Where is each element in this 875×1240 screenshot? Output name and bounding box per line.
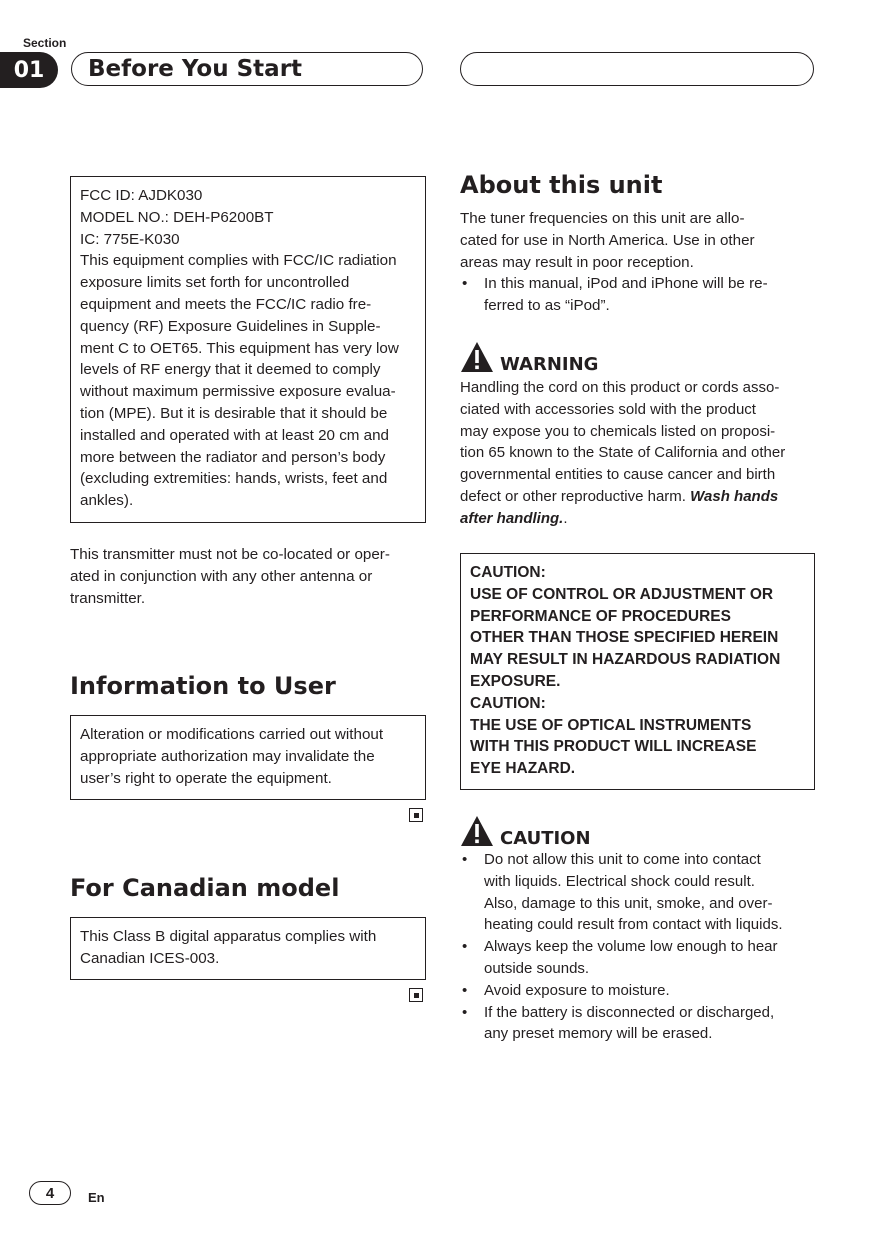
page-title: Before You Start bbox=[71, 52, 423, 86]
list-item bbox=[460, 849, 825, 936]
after-handling-emphasis: after handling. bbox=[460, 509, 564, 527]
warning-paragraph bbox=[460, 377, 820, 530]
text-line: ated in conjunction with any other antenna or bbox=[70, 567, 373, 585]
wash-hands-emphasis: Wash hands bbox=[690, 487, 779, 505]
list-item bbox=[460, 273, 820, 317]
caution-line: EYE HAZARD. bbox=[470, 760, 576, 778]
fcc-line: exposure limits set forth for uncontrolled bbox=[80, 274, 350, 292]
text-line: cated for use in North America. Use in other bbox=[460, 231, 755, 249]
text-span: defect or other reproductive harm. bbox=[460, 487, 691, 505]
about-unit-list bbox=[460, 273, 820, 317]
text-line bbox=[460, 508, 820, 530]
fcc-line: FCC ID: AJDK030 bbox=[80, 187, 203, 204]
end-of-section-icon bbox=[409, 988, 423, 1002]
caution-line: CAUTION: bbox=[470, 694, 546, 712]
info-to-user-heading: Information to User bbox=[70, 672, 336, 700]
text-line: • In this manual, iPod and iPhone will be re- bbox=[484, 275, 768, 293]
text-line: ciated with accessories sold with the product bbox=[460, 400, 756, 418]
text-line: Also, damage to this unit, smoke, and over- bbox=[484, 894, 773, 912]
caution-line: MAY RESULT IN HAZARDOUS RADIATION bbox=[470, 651, 781, 669]
fcc-line: equipment and meets the FCC/IC radio fre- bbox=[80, 295, 372, 313]
fcc-line: quency (RF) Exposure Guidelines in Supple- bbox=[80, 317, 381, 335]
page-number: 4 bbox=[29, 1181, 71, 1205]
caution-heading-row bbox=[460, 815, 591, 847]
text-line: Handling the cord on this product or cords asso- bbox=[460, 379, 780, 396]
fcc-line: without maximum permissive exposure evalua- bbox=[80, 383, 396, 401]
text-line: heating could result from contact with liquids. bbox=[484, 916, 783, 934]
warning-heading: WARNING bbox=[500, 354, 599, 375]
canadian-model-heading: For Canadian model bbox=[70, 874, 340, 902]
text-line: Alteration or modifications carried out without bbox=[80, 726, 384, 743]
caution-line: WITH THIS PRODUCT WILL INCREASE bbox=[470, 738, 757, 756]
caution-list-wrapper bbox=[460, 849, 825, 1045]
caution-heading: CAUTION bbox=[500, 828, 591, 849]
caution-line: EXPOSURE. bbox=[470, 672, 561, 690]
caution-list bbox=[460, 849, 825, 1045]
transmitter-paragraph bbox=[70, 544, 430, 609]
fcc-line: ment C to OET65. This equipment has very low bbox=[80, 339, 399, 357]
text-line: This Class B digital apparatus complies with bbox=[80, 928, 377, 945]
fcc-notice-box bbox=[70, 176, 426, 523]
text-line: governmental entities to cause cancer and birth bbox=[460, 466, 776, 484]
end-of-section-icon bbox=[409, 808, 423, 822]
warning-triangle-icon bbox=[460, 341, 494, 373]
laser-caution-box bbox=[460, 553, 815, 790]
text-line: any preset memory will be erased. bbox=[484, 1025, 713, 1043]
info-to-user-box bbox=[70, 715, 426, 800]
text-line: appropriate authorization may invalidate the bbox=[80, 747, 375, 765]
fcc-line: ankles). bbox=[80, 492, 134, 510]
header-empty-pill bbox=[460, 52, 814, 86]
text-line: tion 65 known to the State of California and other bbox=[460, 444, 786, 462]
list-item bbox=[460, 980, 825, 1002]
text-line: user’s right to operate the equipment. bbox=[80, 769, 332, 787]
fcc-line: installed and operated with at least 20 cm and bbox=[80, 426, 390, 444]
about-unit-paragraph bbox=[460, 208, 820, 317]
section-label: Section bbox=[23, 36, 67, 50]
text-line: • Avoid exposure to moisture. bbox=[484, 981, 670, 999]
text-line: ferred to as “iPod”. bbox=[484, 297, 610, 315]
list-item bbox=[460, 1002, 825, 1046]
fcc-line: MODEL NO.: DEH-P6200BT bbox=[80, 208, 274, 226]
text-span: . bbox=[563, 509, 568, 527]
text-line bbox=[460, 486, 820, 508]
text-line: outside sounds. bbox=[484, 959, 590, 977]
caution-line: THE USE OF OPTICAL INSTRUMENTS bbox=[470, 716, 752, 734]
fcc-line: more between the radiator and person’s body bbox=[80, 448, 386, 466]
warning-heading-row bbox=[460, 341, 598, 373]
fcc-line: IC: 775E-K030 bbox=[80, 230, 180, 248]
section-number-badge: 01 bbox=[0, 52, 58, 88]
fcc-line: This equipment complies with FCC/IC radiation bbox=[80, 252, 397, 270]
text-line: • Do not allow this unit to come into contact bbox=[484, 851, 761, 868]
caution-line: OTHER THAN THOSE SPECIFIED HEREIN bbox=[470, 629, 779, 647]
fcc-line: levels of RF energy that it deemed to comply bbox=[80, 361, 381, 379]
language-label: En bbox=[88, 1190, 105, 1205]
text-line: areas may result in poor reception. bbox=[460, 253, 694, 271]
text-line: with liquids. Electrical shock could result. bbox=[484, 872, 755, 890]
fcc-line: tion (MPE). But it is desirable that it should be bbox=[80, 404, 388, 422]
text-line: transmitter. bbox=[70, 589, 146, 607]
list-item bbox=[460, 936, 825, 980]
text-line: Canadian ICES-003. bbox=[80, 949, 220, 967]
text-line: The tuner frequencies on this unit are allo- bbox=[460, 210, 745, 227]
text-line: may expose you to chemicals listed on proposi- bbox=[460, 422, 776, 440]
caution-line: PERFORMANCE OF PROCEDURES bbox=[470, 607, 731, 625]
text-line: • Always keep the volume low enough to hear bbox=[484, 938, 778, 956]
caution-triangle-icon bbox=[460, 815, 494, 847]
canadian-model-box bbox=[70, 917, 426, 980]
caution-line: USE OF CONTROL OR ADJUSTMENT OR bbox=[470, 585, 774, 603]
text-line: • If the battery is disconnected or discharged, bbox=[484, 1003, 775, 1021]
text-line: This transmitter must not be co-located or oper- bbox=[70, 546, 390, 563]
caution-line: CAUTION: bbox=[470, 564, 546, 581]
fcc-line: (excluding extremities: hands, wrists, feet and bbox=[80, 470, 388, 488]
about-unit-heading: About this unit bbox=[460, 171, 663, 199]
